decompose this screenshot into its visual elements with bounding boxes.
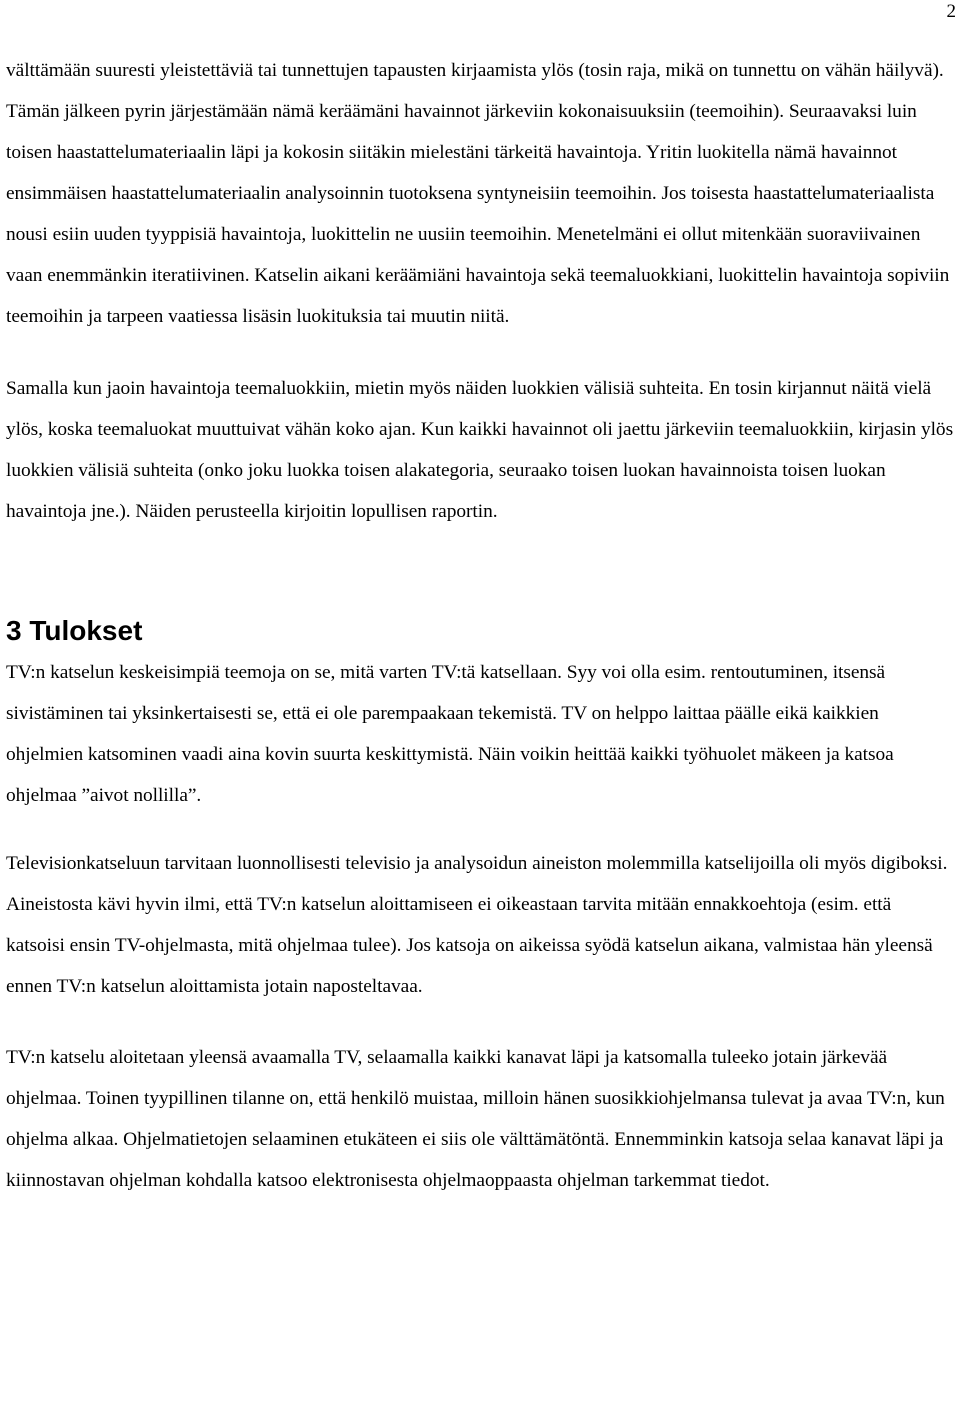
results-paragraph-2: Televisionkatseluun tarvitaan luonnollisesti televisio ja analysoidun aineiston molemmilla katselijoilla oli myös digiboksi. Aineistosta kävi hyvin ilmi, että TV:n katselun aloittamiseen ei oikeastaan tarvita mitään ennakkoehtoja (esim. että katsoisi ensin TV-ohjelmasta, mitä ohjelmaa tulee). Jos katsoja on aikeissa syödä katselun aikana, valmistaa hän yleensä ennen TV:n katselun aloittamista jotain naposteltavaa.: [6, 853, 948, 997]
results-paragraph-1: TV:n katselun keskeisimpiä teemoja on se, mitä varten TV:tä katsellaan. Syy voi olla esim. rentoutuminen, itsensä sivistäminen tai yksinkertaisesti se, että ei ole parempaakaan tekemistä. TV on helppo laittaa päälle eikä kaikkien ohjelmien katsominen vaadi aina kovin suurta keskittymistä. Näin voikin heittää kaikki työhuolet mäkeen ja katsoa ohjelmaa ”aivot nollilla”.: [6, 662, 894, 806]
body-paragraph-method-2: Samalla kun jaoin havaintoja teemaluokkiin, mietin myös näiden luokkien välisiä suhteita. En tosin kirjannut näitä vielä ylös, koska teemaluokat muuttuivat vähän koko ajan. Kun kaikki havainnot oli jaettu järkeviin teemaluokkiin, kirjasin ylös luokkien välisiä suhteita (onko joku luokka toisen alakategoria, seuraako toisen luokan havainnoista toisen luokan havaintoja jne.). Näiden perusteella kirjoitin lopullisen raportin.: [6, 378, 954, 522]
body-paragraph-method-1: välttämään suuresti yleistettäviä tai tunnettujen tapausten kirjaamista ylös (tosin raja, mikä on tunnettu on vähän häilyvä). Tämän jälkeen pyrin järjestämään nämä keräämäni havainnot järkeviin kokonaisuuksiin (teemoihin). Seuraavaksi luin toisen haastattelumateriaalin läpi ja kokosin siitäkin mielestäni tärkeitä havaintoja. Yritin luokitella nämä havainnot ensimmäisen haastattelumateriaalin analysoinnin tuotoksena syntyneisiin teemoihin. Jos toisesta haastattelumateriaalista nousi esiin uuden tyyppisiä havaintoja, luokittelin ne uusiin teemoihin. Menetelmäni ei ollut mitenkään suoraviivainen vaan enemmänkin iteratiivinen. Katselin aikani keräämiäni havaintoja sekä teemaluokkiani, luokittelin havaintoja sopiviin teemoihin ja tarpeen vaatiessa lisäsin luokituksia tai muutin niitä.: [6, 60, 950, 327]
document-body: [6, 50, 954, 1201]
page-number: 2: [946, 1, 956, 22]
results-paragraph-3: TV:n katselu aloitetaan yleensä avaamalla TV, selaamalla kaikki kanavat läpi ja katsomalla tuleeko jotain järkevää ohjelmaa. Toinen tyypillinen tilanne on, että henkilö muistaa, milloin hänen suosikkiohjelmansa tulevat ja avaa TV:n, kun ohjelma alkaa. Ohjelmatietojen selaaminen etukäteen ei siis ole välttämätöntä. Ennemminkin katsoja selaa kanavat läpi ja kiinnostavan ohjelman kohdalla katsoo elektronisesta ohjelmaoppaasta ohjelman tarkemmat tiedot.: [6, 1047, 945, 1191]
section-heading-results: 3 Tulokset: [6, 615, 143, 646]
